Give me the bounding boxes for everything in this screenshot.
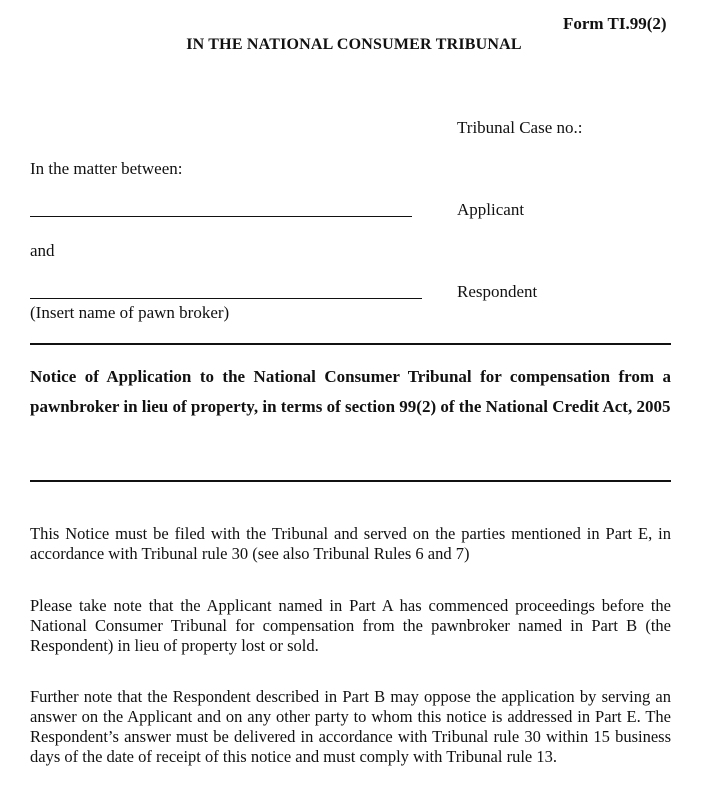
matter-between-label: In the matter between:: [30, 159, 183, 178]
applicant-name-line[interactable]: [30, 216, 412, 217]
tribunal-title: IN THE NATIONAL CONSUMER TRIBUNAL: [186, 36, 522, 53]
divider-bottom: [30, 480, 671, 482]
case-number-label: Tribunal Case no.:: [457, 118, 583, 137]
body-paragraph: This Notice must be filed with the Tribunal and served on the parties mentioned in Part E, in accordance with Tribunal rule 30 (see also Tribunal Rules 6 and 7): [30, 524, 671, 563]
divider-top: [30, 343, 671, 345]
respondent-label: Respondent: [457, 282, 538, 301]
respondent-name-line[interactable]: [30, 298, 422, 299]
respondent-hint: (Insert name of pawn broker): [30, 303, 230, 322]
body-paragraph: Further note that the Respondent described in Part B may oppose the application by serving an answer on the Applicant and on any other party to whom this notice is addressed in Part E. The Respondent’s answer must be delivered in accordance with Tribunal rule 30 within 15 business days of the date of receipt of this notice and must comply with Tribunal rule 13.: [30, 687, 671, 766]
body-paragraph: Please take note that the Applicant named in Part A has commenced proceedings before the National Consumer Tribunal for compensation from the pawnbroker named in Part B (the Respondent) in lieu of property lost or sold.: [30, 596, 671, 655]
notice-title: Notice of Application to the National Consumer Tribunal for compensation from a pawnbroker in lieu of property, in terms of section 99(2) of the National Credit Act, 2005: [30, 367, 671, 416]
form-number: Form TI.99(2): [563, 14, 667, 33]
applicant-label: Applicant: [457, 200, 525, 219]
and-label: and: [30, 241, 55, 260]
